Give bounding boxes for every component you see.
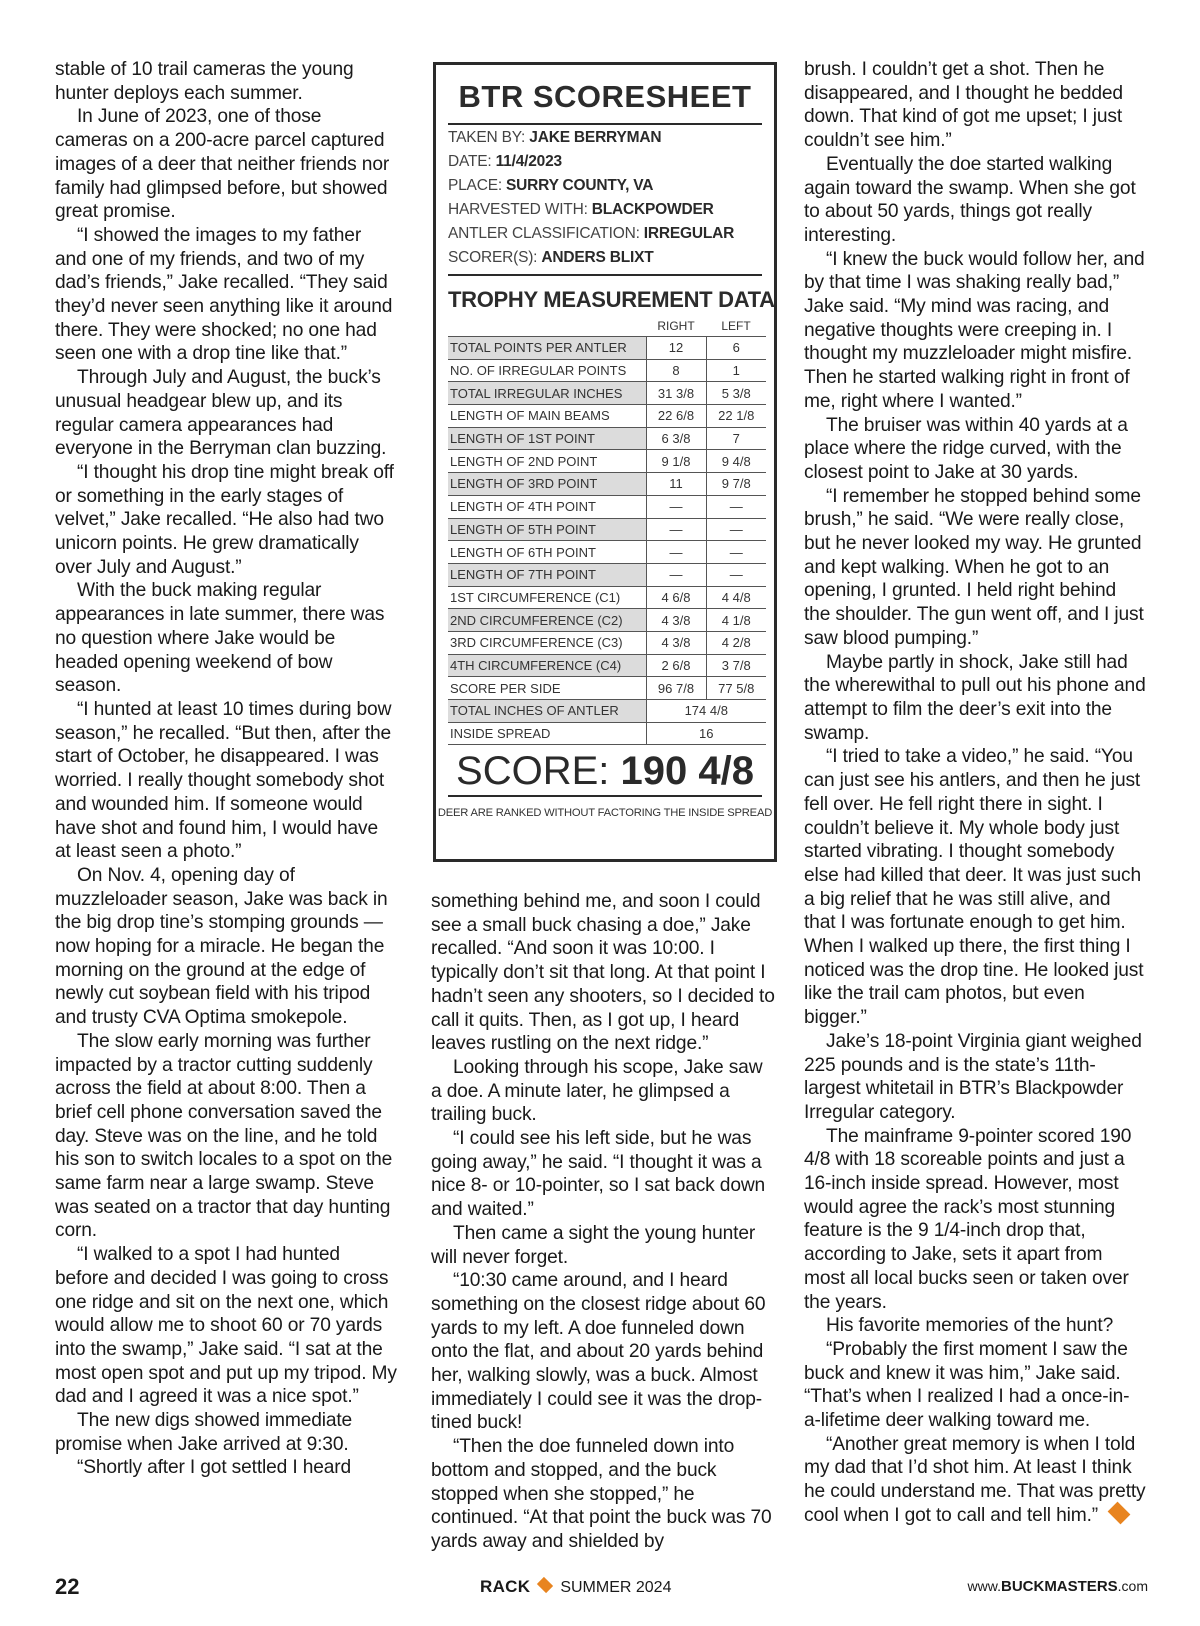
row-label: 3RD CIRCUMFERENCE (C3) xyxy=(448,631,646,654)
article-paragraph: “Another great memory is when I told my dad that I’d shot him. At least I think he could understand me. That was pretty cool when I got to call and tell him.” xyxy=(804,1433,1146,1526)
table-row xyxy=(448,541,766,564)
row-label: INSIDE SPREAD xyxy=(448,722,646,745)
article-paragraph: “10:30 came around, and I heard something on the closest ridge about 60 yards to my left. A doe funneled down onto the flat, and about 20 yards behind her, walking slowly, was a buck. Almost immediately I could see it was the drop-tined buck! xyxy=(431,1270,766,1434)
trophy-data-title: TROPHY MEASUREMENT DATA xyxy=(448,287,775,312)
row-right-value: 12 xyxy=(646,337,706,360)
row-right-value: 9 1/8 xyxy=(646,450,706,473)
row-label: LENGTH OF 4TH POINT xyxy=(448,495,646,518)
article-paragraph: “Probably the first moment I saw the buck and knew it was him,” Jake said. “That’s when I realized I had a once-in-a-lifetime deer walking toward me. xyxy=(804,1338,1130,1432)
info-antler-classification: ANTLER CLASSIFICATION: IRREGULAR xyxy=(448,225,735,242)
row-right-value: 11 xyxy=(646,473,706,496)
table-row xyxy=(448,405,766,428)
row-left-value: 77 5/8 xyxy=(706,677,766,700)
row-right-value: 31 3/8 xyxy=(646,382,706,405)
row-left-value: 4 2/8 xyxy=(706,631,766,654)
article-paragraph: The bruiser was within 40 yards at a place where the ridge curved, with the closest point to Jake at 30 yards. xyxy=(804,414,1128,483)
row-left-value: 4 4/8 xyxy=(706,586,766,609)
table-row xyxy=(448,631,766,654)
table-row xyxy=(448,700,766,723)
article-paragraph: “I thought his drop tine might break off or something in the early stages of velvet,” Jake recalled. “He also had two unicorn points. He grew dramatically over July and August.” xyxy=(55,461,394,578)
row-right-value: — xyxy=(646,518,706,541)
article-paragraph: “I walked to a spot I had hunted before and decided I was going to cross one ridge and sit on the next one, which would allow me to shoot 60 or 70 yards into the swamp,” Jake said. “I sat at the most open spot and put up my tripod. My dad and I agreed it was a nice spot.” xyxy=(55,1244,397,1408)
article-paragraph: Jake’s 18-point Virginia giant weighed 225 pounds and is the state’s 11th-largest whitetail in BTR’s Blackpowder Irregular category. xyxy=(804,1030,1142,1123)
article-paragraph: In June of 2023, one of those cameras on a 200-acre parcel captured images of a deer that neither friends nor family had glimpsed before, but showed great promise. xyxy=(55,106,390,223)
row-label: LENGTH OF 1ST POINT xyxy=(448,427,646,450)
table-row xyxy=(448,518,766,541)
row-left-value: 3 7/8 xyxy=(706,654,766,677)
row-left-value: — xyxy=(706,518,766,541)
row-right-value: 22 6/8 xyxy=(646,405,706,428)
row-right-value: 4 3/8 xyxy=(646,631,706,654)
article-paragraph: “Shortly after I got settled I heard xyxy=(77,1457,352,1479)
article-paragraph: Then came a sight the young hunter will never forget. xyxy=(431,1222,756,1268)
row-right-value: 4 3/8 xyxy=(646,609,706,632)
table-row xyxy=(448,495,766,518)
ranking-note: DEER ARE RANKED WITHOUT FACTORING THE INSIDE SPREAD xyxy=(437,807,773,819)
magazine-name: RACK xyxy=(480,1577,531,1596)
footer-website[interactable]: www.BUCKMASTERS.com xyxy=(967,1578,1148,1595)
row-right-value: 96 7/8 xyxy=(646,677,706,700)
row-left-value: 4 1/8 xyxy=(706,609,766,632)
row-total-value: 16 xyxy=(646,722,766,745)
article-paragraph: something behind me, and soon I could see a small buck chasing a doe,” Jake recalled. “And soon it was 10:00. I typically don’t sit that long. At that point I hadn’t seen any shooters, so I decided to call it quits. Then, as I got up, I heard leaves rustling on the next ridge.” xyxy=(431,891,775,1055)
info-place: PLACE: SURRY COUNTY, VA xyxy=(448,177,654,194)
article-column-3 xyxy=(804,58,1146,1528)
row-label: TOTAL IRREGULAR INCHES xyxy=(448,382,646,405)
issue-label: SUMMER 2024 xyxy=(560,1579,672,1596)
row-left-value: 5 3/8 xyxy=(706,382,766,405)
row-left-value: 22 1/8 xyxy=(706,405,766,428)
row-label: LENGTH OF 7TH POINT xyxy=(448,563,646,586)
divider xyxy=(448,274,762,276)
info-date: DATE: 11/4/2023 xyxy=(448,153,562,170)
row-left-value: — xyxy=(706,495,766,518)
row-label: TOTAL INCHES OF ANTLER xyxy=(448,700,646,723)
row-right-value: — xyxy=(646,563,706,586)
article-paragraph: Eventually the doe started walking again toward the swamp. When she got to about 50 yards, things got really interesting. xyxy=(804,153,1136,246)
scoresheet-title: BTR SCORESHEET xyxy=(458,79,752,114)
article-paragraph: The mainframe 9-pointer scored 190 4/8 with 18 scoreable points and just a 16-inch inside spread. However, most would agree the rack’s most stunning feature is the 9 1/4-inch drop that, according to Jake, sets it apart from most all local bucks seen or taken over the years. xyxy=(804,1125,1132,1313)
divider xyxy=(448,795,762,797)
table-row xyxy=(448,427,766,450)
article-paragraph: “I hunted at least 10 times during bow season,” he recalled. “But then, after the start of October, he disappeared. I was worried. I really thought somebody shot and wounded him. If someone would have shot and found him, I would have at least seen a photo.” xyxy=(55,698,392,863)
diamond-icon xyxy=(537,1577,553,1593)
column-header-left: LEFT xyxy=(721,319,751,333)
table-row xyxy=(448,563,766,586)
article-column-2 xyxy=(431,890,777,1554)
table-row xyxy=(448,722,766,745)
row-left-value: — xyxy=(706,541,766,564)
article-column-1 xyxy=(55,58,397,1480)
info-scorers: SCORER(S): ANDERS BLIXT xyxy=(448,249,654,266)
info-taken-by: TAKEN BY: JAKE BERRYMAN xyxy=(448,129,662,146)
table-row xyxy=(448,586,766,609)
divider xyxy=(448,123,762,125)
table-row xyxy=(448,450,766,473)
table-row xyxy=(448,359,766,382)
info-harvested-with: HARVESTED WITH: BLACKPOWDER xyxy=(448,201,714,218)
article-paragraph: “I showed the images to my father and one of my friends, and two of my dad’s friends,” Jake recalled. “They said they’d never seen anything like it around there. They were shocked; no one had seen one with a drop tine like that.” xyxy=(55,224,393,365)
end-of-article-diamond-icon xyxy=(1108,1502,1131,1525)
table-row xyxy=(448,677,766,700)
article-paragraph: stable of 10 trail cameras the young hunter deploys each summer. xyxy=(55,59,354,104)
article-paragraph: “I remember he stopped behind some brush,” he said. “We were really close, but he never looked my way. He grunted and kept walking. When he got to an opening, I grunted. I held right behind the shoulder. The gun went off, and I just saw blood pumping.” xyxy=(804,485,1144,649)
row-label: 4TH CIRCUMFERENCE (C4) xyxy=(448,654,646,677)
row-right-value: — xyxy=(646,495,706,518)
article-paragraph: “I tried to take a video,” he said. “You can just see his antlers, and then he just fell over. He fell right there in sight. I couldn’t believe it. My whole body just started vibrating. I thought somebody else had killed that deer. It was just such a big relief that he was still alive, and that I was fortunate enough to get him. When I walked up there, the first thing I noticed was the drop tine. He looked just like the trail cam photos, but even bigger.” xyxy=(804,746,1144,1029)
row-label: SCORE PER SIDE xyxy=(448,677,646,700)
row-right-value: — xyxy=(646,541,706,564)
row-label: LENGTH OF 2ND POINT xyxy=(448,450,646,473)
row-right-value: 6 3/8 xyxy=(646,427,706,450)
table-row xyxy=(448,382,766,405)
row-label: NO. OF IRREGULAR POINTS xyxy=(448,359,646,382)
row-right-value: 8 xyxy=(646,359,706,382)
row-label: LENGTH OF 5TH POINT xyxy=(448,518,646,541)
article-paragraph: The new digs showed immediate promise when Jake arrived at 9:30. xyxy=(55,1410,353,1455)
row-total-value: 174 4/8 xyxy=(646,700,766,723)
article-paragraph: “Then the doe funneled down into bottom and stopped, and the buck stopped when she stopped,” he continued. “At that point the buck was 70 yards away and shielded by xyxy=(431,1436,772,1552)
footer-issue xyxy=(480,1577,671,1597)
row-label: LENGTH OF MAIN BEAMS xyxy=(448,405,646,428)
row-left-value: 9 7/8 xyxy=(706,473,766,496)
article-paragraph: Maybe partly in shock, Jake still had the wherewithal to pull out his phone and attempt to film the deer’s exit into the swamp. xyxy=(804,651,1146,744)
table-row xyxy=(448,609,766,632)
final-score: SCORE: 190 4/8 xyxy=(456,749,754,793)
article-paragraph: His favorite memories of the hunt? xyxy=(826,1315,1114,1337)
row-label: 1ST CIRCUMFERENCE (C1) xyxy=(448,586,646,609)
page-number: 22 xyxy=(55,1574,80,1599)
table-row xyxy=(448,473,766,496)
article-paragraph: Through July and August, the buck’s unusual headgear blew up, and its regular camera appearances had everyone in the Berryman clan buzzing. xyxy=(55,367,387,460)
table-column-headers xyxy=(448,319,766,335)
trophy-measurement-table xyxy=(448,336,766,745)
article-paragraph: “I knew the buck would follow her, and by that time I was shaking really bad,” Jake said. “My mind was racing, and negative thoughts were creeping in. I thought my muzzleloader might misfire. Then he started walking right in front of me, right where I wanted.” xyxy=(804,248,1145,412)
table-row xyxy=(448,654,766,677)
row-left-value: — xyxy=(706,563,766,586)
column-header-right: RIGHT xyxy=(657,319,695,333)
row-label: LENGTH OF 3RD POINT xyxy=(448,473,646,496)
row-label: TOTAL POINTS PER ANTLER xyxy=(448,337,646,360)
row-right-value: 4 6/8 xyxy=(646,586,706,609)
row-left-value: 9 4/8 xyxy=(706,450,766,473)
article-paragraph: Looking through his scope, Jake saw a doe. A minute later, he glimpsed a trailing buck. xyxy=(431,1056,763,1126)
row-left-value: 1 xyxy=(706,359,766,382)
row-label: LENGTH OF 6TH POINT xyxy=(448,541,646,564)
article-paragraph: “I could see his left side, but he was going away,” he said. “I thought it was a nice 8- or 10-pointer, so I sat back down and waited.” xyxy=(431,1128,766,1221)
row-left-value: 6 xyxy=(706,337,766,360)
article-paragraph: The slow early morning was further impacted by a tractor cutting suddenly across the field at about 8:00. Then a brief cell phone conversation saved the day. Steve was on the line, and he told his son to switch locales to a spot on the same farm near a large swamp. Steve was seated on a tractor that day hunting corn. xyxy=(55,1030,393,1242)
row-right-value: 2 6/8 xyxy=(646,654,706,677)
btr-scoresheet xyxy=(433,62,777,862)
article-paragraph: brush. I couldn’t get a shot. Then he disappeared, and I thought he bedded down. That kind of got me upset; I just couldn’t see him.” xyxy=(804,59,1123,152)
row-label: 2ND CIRCUMFERENCE (C2) xyxy=(448,609,646,632)
article-paragraph: On Nov. 4, opening day of muzzleloader season, Jake was back in the big drop tine’s stomping grounds — now hoping for a miracle. He began the morning on the ground at the edge of newly cut soybean field with his tripod and trusty CVA Optima smokepole. xyxy=(55,864,388,1029)
table-row xyxy=(448,337,766,360)
article-paragraph: With the buck making regular appearances in late summer, there was no question where Jake would be headed opening weekend of bow season. xyxy=(55,580,385,697)
row-left-value: 7 xyxy=(706,427,766,450)
